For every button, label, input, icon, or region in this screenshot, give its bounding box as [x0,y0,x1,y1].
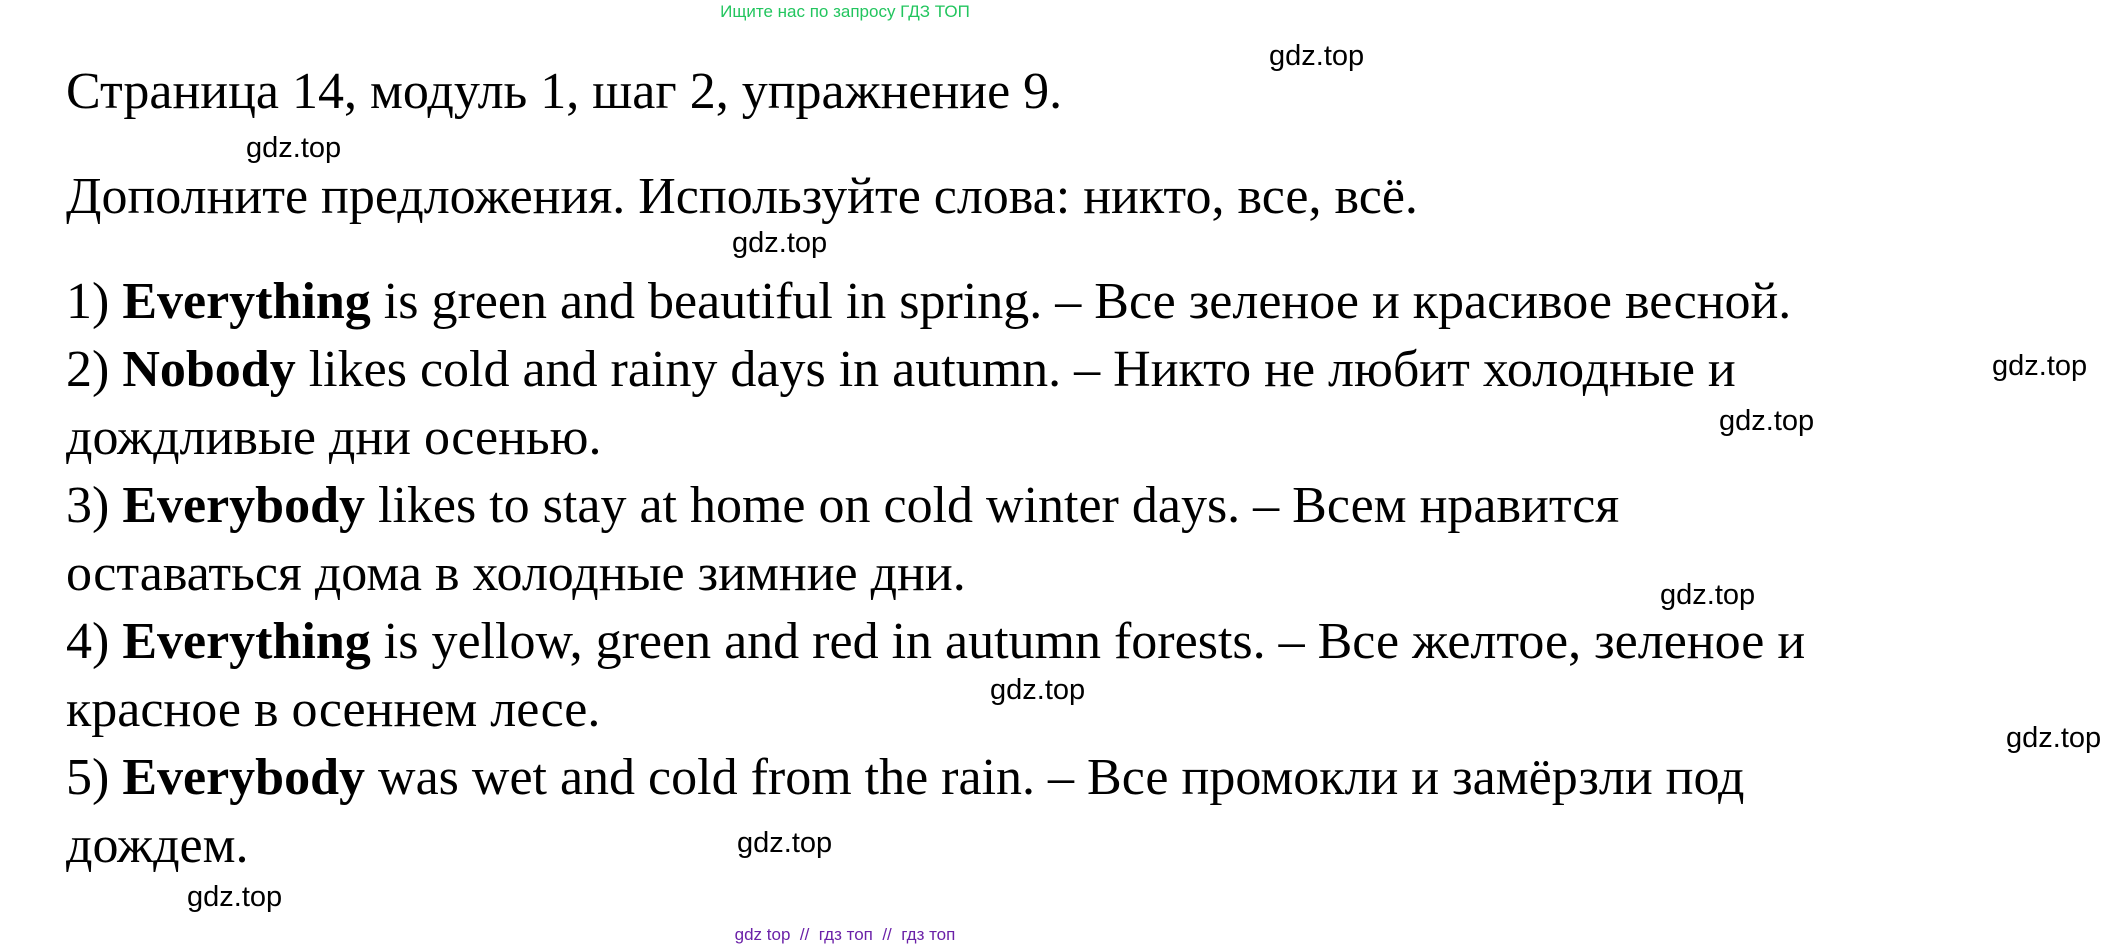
watermark: gdz.top [2006,722,2102,754]
answer-1 [66,273,1792,330]
watermark: gdz.top [990,674,1086,706]
answer-text: is yellow, green and red in autumn forests. – Все желтое, зеленое и [370,613,1806,670]
answer-number: 1) [66,273,110,330]
answer-word: Everything [122,273,371,330]
answer-5-continued: дождем. [66,817,249,874]
page-title: Страница 14, модуль 1, шаг 2, упражнение 9. [66,63,1063,120]
watermark: gdz.top [737,827,833,859]
top-banner: Ищите нас по запросу ГДЗ ТОП [720,2,970,21]
answer-2 [66,341,1736,398]
answer-number: 2) [66,341,110,398]
answer-word: Everybody [122,477,366,534]
watermark: gdz.top [246,132,342,164]
answer-2-continued: дождливые дни осенью. [66,409,602,466]
instruction: Дополните предложения. Используйте слова: никто, все, всё. [66,168,1418,225]
answer-text: likes cold and rainy days in autumn. – Никто не любит холодные и [295,341,1736,398]
answer-4 [66,613,1806,670]
answer-number: 5) [66,749,110,806]
watermark: gdz.top [1269,40,1365,72]
answer-text: was wet and cold from the rain. – Все промокли и замёрзли под [365,749,1745,806]
watermark: gdz.top [732,227,828,259]
answer-text: likes to stay at home on cold winter days. – Всем нравится [365,477,1620,534]
answer-word: Nobody [122,341,296,398]
answer-3-continued: оставаться дома в холодные зимние дни. [66,545,966,602]
watermark: gdz.top [1660,579,1756,611]
answer-word: Everything [122,613,371,670]
footer-links: gdz top // гдз топ // гдз топ [734,925,956,944]
answer-number: 3) [66,477,110,534]
answer-3 [66,477,1620,534]
answer-4-continued: красное в осеннем лесе. [66,681,601,738]
watermark: gdz.top [1992,350,2088,382]
answer-number: 4) [66,613,110,670]
answer-5 [66,749,1745,806]
watermark: gdz.top [187,881,283,913]
answer-text: is green and beautiful in spring. – Все зеленое и красивое весной. [370,273,1792,330]
watermark: gdz.top [1719,405,1815,437]
answer-word: Everybody [122,749,366,806]
